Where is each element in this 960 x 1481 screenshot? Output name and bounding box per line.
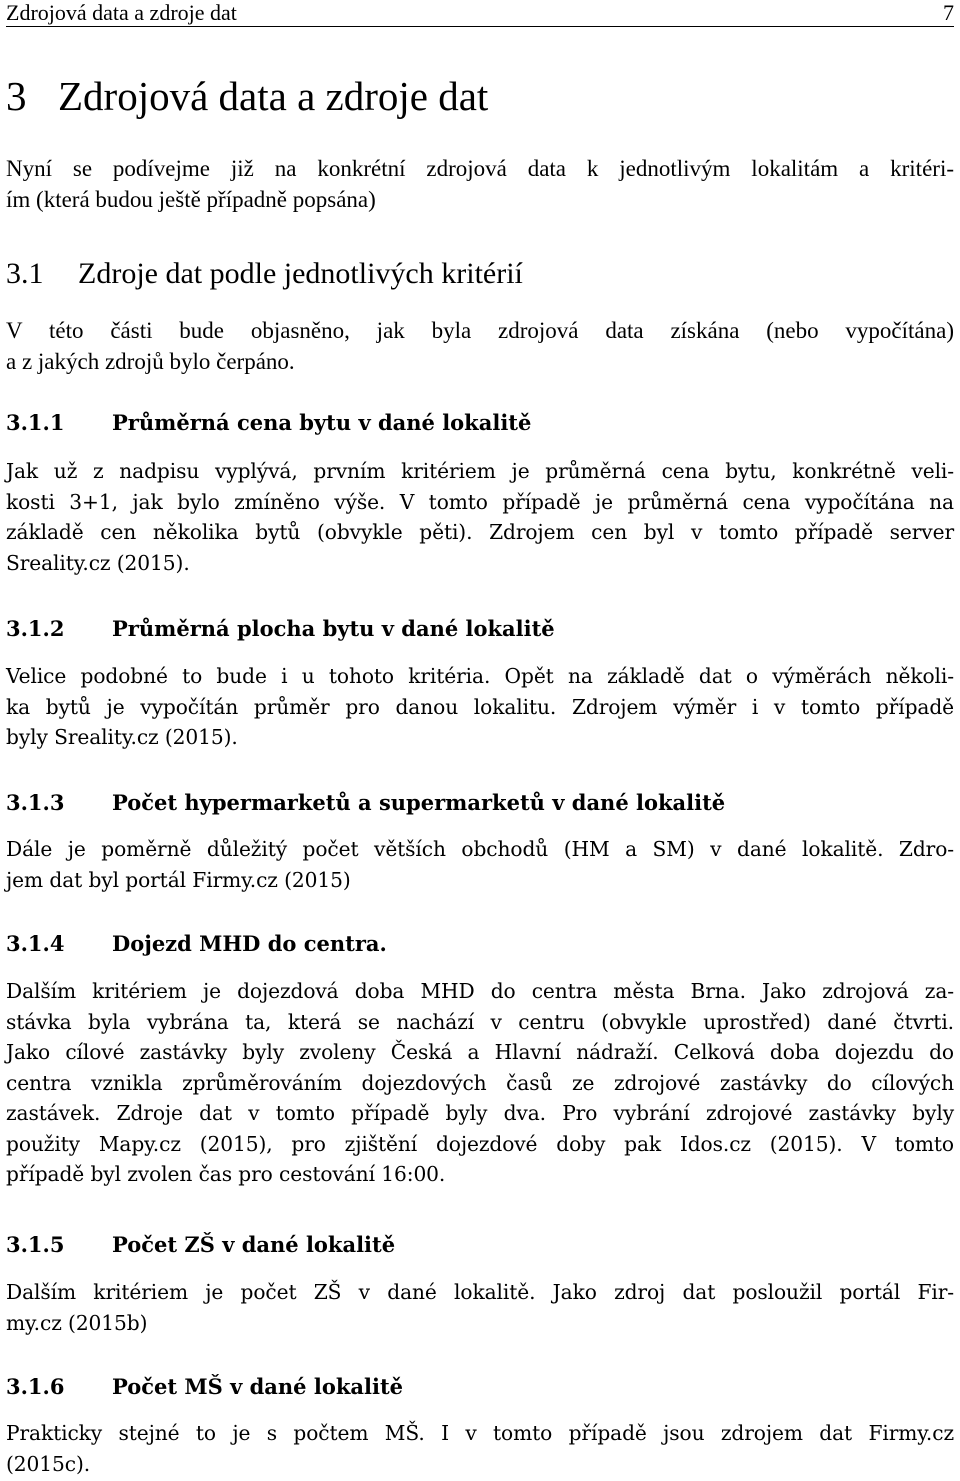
subsection-title: Dojezd MHD do centra. [112,931,387,956]
paragraph-line: Dalším kritériem je dojezdová doba MHD do centra města Brna. Jako zdrojová za- [6,979,954,1003]
subsection-heading [6,1372,954,1402]
paragraph-line: a z jakých zdrojů bylo čerpáno. [6,349,295,374]
chapter-title: Zdrojová data a zdroje dat [58,73,489,119]
subsection-heading [6,929,954,959]
chapter-number: 3 [6,73,27,119]
paragraph-line: Nyní se podívejme již na konkrétní zdrojová data k jednotlivým lokalitám a kritéri- [6,156,954,181]
running-header [6,0,954,27]
subsection-title: Průměrná plocha bytu v dané lokalitě [112,616,555,641]
paragraph-line: zastávek. Zdroje dat v tomto případě byly dva. Pro vybrání zdrojové zastávky byly [6,1101,954,1125]
paragraph-line: Dále je poměrně důležitý počet větších obchodů (HM a SM) v dané lokalitě. Zdro- [6,837,954,861]
paragraph-line: ím (která budou ještě případně popsána) [6,187,376,212]
paragraph-line: případě byl zvolen čas pro cestování 16:00. [6,1162,446,1186]
subsection-paragraph [6,661,954,753]
paragraph-line: jem dat byl portál Firmy.cz (2015) [6,867,351,892]
paragraph-line: Sreality.cz (2015). [6,550,190,575]
subsection-heading [6,614,954,644]
subsection-number: 3.1.6 [6,1374,65,1399]
paragraph-line: byly Sreality.cz (2015). [6,725,238,749]
subsection-paragraph [6,976,954,1190]
section-title: Zdroje dat podle jednotlivých kritérií [78,257,523,290]
running-header-title: Zdrojová data a zdroje dat [6,0,237,25]
subsection-title: Počet MŠ v dané lokalitě [112,1374,404,1399]
subsection-heading [6,1230,954,1260]
paragraph-line: základě cen několika bytů (obvykle pěti). Zdrojem cen byl v tomto případě server [6,520,954,544]
chapter-heading [6,73,954,119]
chapter-intro [6,153,954,215]
section-intro [6,315,954,377]
paragraph-line: Velice podobné to bude i u tohoto kritéria. Opět na základě dat o výměrách několi- [6,664,954,688]
subsection-title: Počet ZŠ v dané lokalitě [112,1232,396,1257]
paragraph-line: V této části bude objasněno, jak byla zdrojová data získána (nebo vypočítána) [6,318,954,343]
subsection-number: 3.1.3 [6,790,65,815]
section-heading [6,257,954,291]
subsection-paragraph [6,1418,954,1479]
paragraph-line: Prakticky stejné to je s počtem MŠ. I v tomto případě jsou zdrojem dat Firmy.cz [6,1421,954,1445]
subsection-number: 3.1.2 [6,616,65,641]
subsection-number: 3.1.5 [6,1232,65,1257]
section-number: 3.1 [6,257,44,290]
paragraph-line: ka bytů je vypočítán průměr pro danou lokalitu. Zdrojem výměr i v tomto případě [6,694,954,719]
subsection-heading [6,788,954,818]
paragraph-line: my.cz (2015b) [6,1310,148,1335]
subsection-title: Počet hypermarketů a supermarketů v dané lokalitě [112,790,726,815]
paragraph-line: centra vznikla zprůměrováním dojezdových časů ze zdrojové zastávky do cílových [6,1070,954,1095]
subsection-heading [6,408,954,438]
paragraph-line: Jak už z nadpisu vyplývá, prvním kritériem je průměrná cena bytu, konkrétně veli- [6,459,954,483]
paragraph-line: (2015c). [6,1451,91,1476]
paragraph-line: Dalším kritériem je počet ZŠ v dané lokalitě. Jako zdroj dat posloužil portál Fir- [6,1280,954,1304]
paragraph-line: použity Mapy.cz (2015), pro zjištění dojezdové doby pak Idos.cz (2015). V tomto [6,1131,954,1156]
subsection-number: 3.1.1 [6,410,65,435]
paragraph-line: kosti 3+1, jak bylo zmíněno výše. V tomto případě je průměrná cena vypočítána na [6,489,954,514]
subsection-paragraph [6,834,954,895]
paragraph-line: stávka byla vybrána ta, která se nachází v centru (obvykle uprostřed) dané čtvrti. [6,1009,954,1034]
paragraph-line: Jako cílové zastávky byly zvoleny Česká a Hlavní nádraží. Celková doba dojezdu do [6,1040,954,1064]
page-number: 7 [943,0,954,25]
subsection-number: 3.1.4 [6,931,65,956]
subsection-title: Průměrná cena bytu v dané lokalitě [112,410,532,435]
subsection-paragraph [6,1277,954,1338]
subsection-paragraph [6,456,954,578]
